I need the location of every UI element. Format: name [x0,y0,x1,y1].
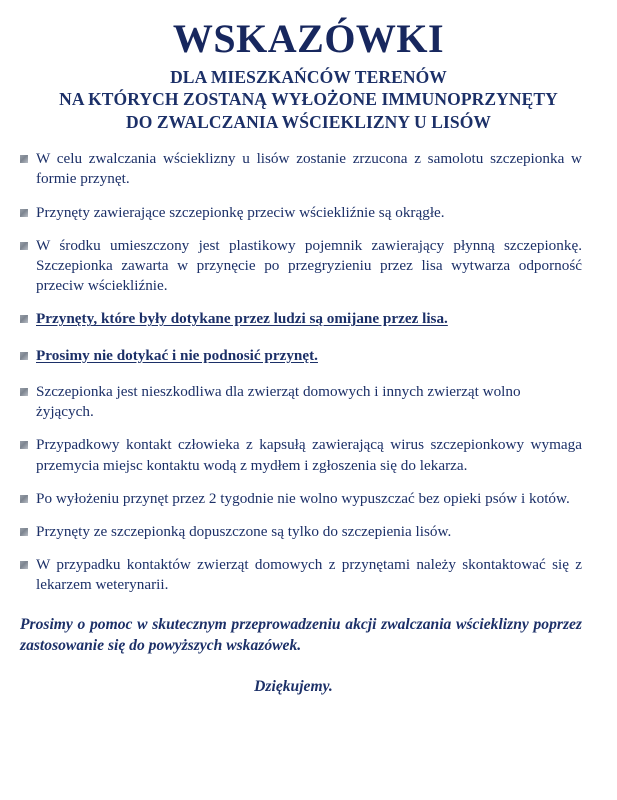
list-item-text: Po wyłożeniu przynęt przez 2 tygodnie nie wolno wypuszczać bez opieki psów i kotów. [36,489,570,507]
list-item-text: W środku umieszczony jest plastikowy pojemnik zawierający płynną szczepionkę. Szczepionka zawarta w przynęcie po przegryzieniu przez lisa wytwarza odporność przeciw wściekliźnie. [36,236,582,295]
list-item [20,149,582,189]
square-bullet-icon [20,388,28,396]
list-item-text: W celu zwalczania wścieklizny u lisów zostanie zrzucona z samolotu szczepionka w formie przynęt. [36,150,582,188]
subtitle-line-3: DO ZWALCZANIA WŚCIEKLIZNY U LISÓW [125,111,492,132]
square-bullet-icon [20,441,28,449]
list-item [20,522,582,542]
list-item-text: Przynęty ze szczepionką dopuszczone są tylko do szczepienia lisów. [36,523,452,541]
subtitle-line-2: NA KTÓRYCH ZOSTANĄ WYŁOŻONE IMMUNOPRZYNĘTY [59,89,558,110]
list-item-text: Szczepionka jest nieszkodliwa dla zwierząt domowych i innych zwierząt wolno żyjących. [36,382,521,421]
list-item-emphasis [20,309,582,329]
closing-paragraph: Prosimy o pomoc w skutecznym przeprowadzeniu akcji zwalczania wścieklizny poprzez zastosowanie się do powyższych wskazówek. [20,615,582,654]
square-bullet-icon [20,315,28,323]
list-item-text: Prosimy nie dotykać i nie podnosić przynęt. [36,346,318,364]
page-title: WSKAZÓWKI [172,16,445,61]
square-bullet-icon [20,155,28,163]
list-item [20,203,582,223]
square-bullet-icon [20,352,28,360]
document-header [0,0,617,133]
signature-text: Dziękujemy. [254,677,333,695]
list-item [20,435,582,475]
list-item-text: Przynęty, które były dotykane przez ludzi są omijane przez lisa. [36,310,448,328]
square-bullet-icon [20,528,28,536]
square-bullet-icon [20,495,28,503]
square-bullet-icon [20,242,28,250]
list-item-text: W przypadku kontaktów zwierząt domowych z przynętami należy skontaktować się z lekarzem weterynarii. [36,556,582,594]
list-item [20,555,582,595]
list-item-text: Przypadkowy kontakt człowieka z kapsułą zawierającą wirus szczepionkowy wymaga przemycia miejsc kontaktu wodą z mydłem i zgłoszenia się do lekarza. [36,436,582,474]
square-bullet-icon [20,561,28,569]
list-item-emphasis [20,346,582,366]
subtitle-line-1: DLA MIESZKAŃCÓW TERENÓW [170,67,447,87]
list-item [20,382,582,422]
instructions-list [0,149,617,596]
list-item [20,236,582,297]
list-item [20,489,582,509]
list-item-text: Przynęty zawierające szczepionkę przeciw wściekliźnie są okrągłe. [36,203,445,221]
square-bullet-icon [20,209,28,217]
